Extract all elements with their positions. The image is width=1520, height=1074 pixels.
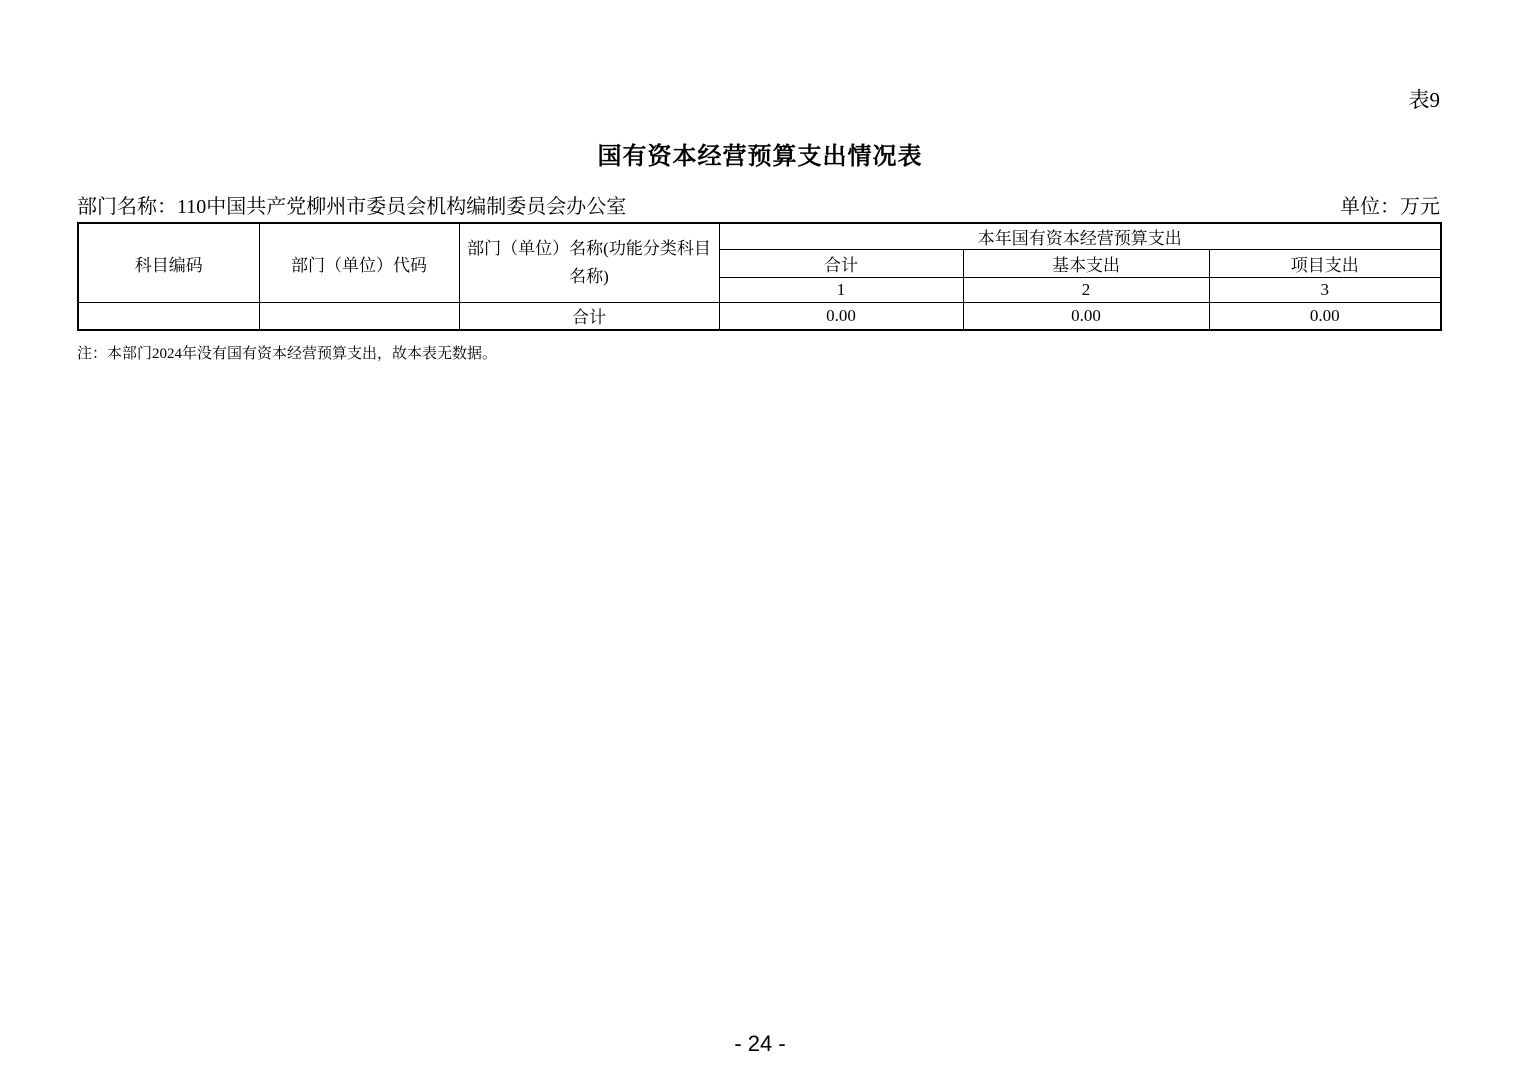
cell-project: 0.00 bbox=[1209, 303, 1441, 330]
cell-subject-code bbox=[78, 303, 259, 330]
header-subject-code: 科目编码 bbox=[78, 223, 259, 303]
page-number: - 24 - bbox=[734, 1031, 786, 1056]
header-project: 项目支出 bbox=[1209, 250, 1441, 278]
header-row-group bbox=[78, 223, 1441, 250]
cell-basic: 0.00 bbox=[963, 303, 1209, 330]
department-name-label: 部门名称：110中国共产党柳州市委员会机构编制委员会办公室 bbox=[77, 196, 627, 218]
table-number-label: 表9 bbox=[1408, 88, 1440, 112]
footnote: 注：本部门2024年没有国有资本经营预算支出，故本表无数据。 bbox=[77, 346, 498, 362]
table-row bbox=[78, 303, 1441, 330]
budget-table bbox=[77, 222, 1442, 331]
header-total: 合计 bbox=[719, 250, 963, 278]
header-dept-name: 部门（单位）名称(功能分类科目名称) bbox=[459, 223, 719, 303]
cell-dept-name: 合计 bbox=[459, 303, 719, 330]
cell-total: 0.00 bbox=[719, 303, 963, 330]
header-col-index-3: 3 bbox=[1209, 278, 1441, 303]
header-basic: 基本支出 bbox=[963, 250, 1209, 278]
header-group-current-year: 本年国有资本经营预算支出 bbox=[719, 223, 1441, 250]
unit-label: 单位：万元 bbox=[1340, 196, 1440, 218]
page-title: 国有资本经营预算支出情况表 bbox=[597, 144, 923, 170]
header-col-index-1: 1 bbox=[719, 278, 963, 303]
header-dept-code: 部门（单位）代码 bbox=[259, 223, 459, 303]
meta-row bbox=[77, 190, 1440, 219]
header-col-index-2: 2 bbox=[963, 278, 1209, 303]
cell-dept-code bbox=[259, 303, 459, 330]
